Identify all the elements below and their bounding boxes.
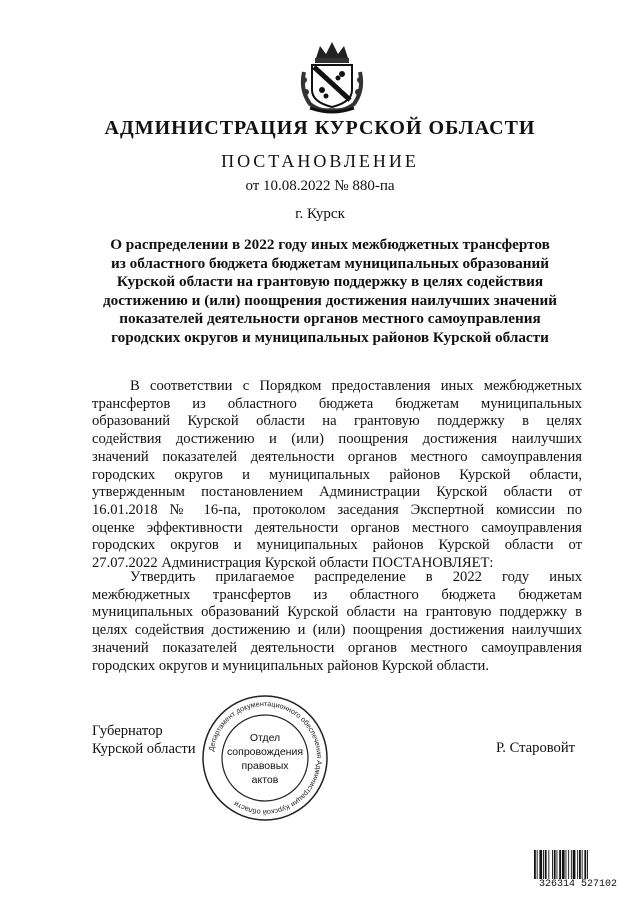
subject-line: показателей деятельности органов местного самоуправления [119,310,541,328]
subject-line: городских округов и муниципальных районов Курской области [111,328,549,346]
signatory-title-line: Губернатор [92,723,163,739]
stamp-line: правовых [241,760,289,772]
stamp-line: сопровождения [226,746,304,758]
subject-line: из областного бюджета бюджетам муниципальных образований [110,254,550,272]
subject-line: достижению и (или) поощрения достижения наилучших значений [102,291,558,309]
city: г. Курск [295,206,345,222]
document-subject [90,236,570,348]
coat-of-arms-emblem [296,38,368,114]
stamp-line: актов [251,774,279,786]
subject-line: О распределении в 2022 году иных межбюджетных трансфертов [110,236,550,253]
stamp-line: Отдел [249,732,281,744]
paragraph-line: значений показателей деятельности органов местного самоуправления [92,448,582,465]
signatory-name: Р. Старовойт [496,740,576,756]
paragraph-line: городских округов и муниципальных районов Курской области. [92,657,490,674]
paragraph-line: утвержденным постановлением Администрации Курской области от [92,484,582,501]
document-number: от 10.08.2022 № 880-па [245,178,395,194]
stamp-center-text [200,731,330,787]
paragraph-resolution [92,569,582,675]
paragraph-line: городских округов и муниципальных районов Курской области от [92,537,582,554]
paragraph-line: содействия достижению и (или) поощрения достижения наилучших [92,431,582,448]
document-type: ПОСТАНОВЛЕНИЕ [221,151,419,171]
paragraph-line: муниципальных образований Курской области на грантовую поддержку в [92,604,582,621]
paragraph-line: трансфертов из областного бюджета бюджетам муниципальных [92,395,582,412]
subject-line: Курской области на грантовую поддержку в целях содействия [116,273,544,291]
paragraph-line: 16.01.2018 № 16-па, протоколом заседания Экспертной комиссии по [92,501,582,518]
stamp-ring-text: Департамент документационного обеспечения Администрации Курской области [206,698,325,818]
paragraph-line: 27.07.2022 Администрация Курской области ПОСТАНОВЛЯЕТ: [92,555,494,572]
signatory-title-line: Курской области [92,741,196,757]
paragraph-line: Утвердить прилагаемое распределение в 2022 году иных [130,569,582,585]
paragraph-line: городских округов и муниципальных районов Курской области, [92,466,582,483]
organization-title: АДМИНИСТРАЦИЯ КУРСКОЙ ОБЛАСТИ [104,117,536,139]
paragraph-line: значений показателей деятельности органов местного самоуправления [92,639,582,656]
barcode-number: 326314 527102 [532,879,624,890]
paragraph-preamble [92,378,582,573]
signatory-title [92,722,196,758]
paragraph-line: целях содействия достижению и (или) поощрения достижения наилучших [92,622,582,639]
paragraph-line: образований Курской области на грантовую поддержку в целях [92,413,582,430]
paragraph-line: оценке эффективности деятельности органов местного самоуправления [92,519,582,536]
paragraph-line: В соответствии с Порядком предоставления иных межбюджетных [130,378,582,394]
paragraph-line: межбюджетных трансфертов из областного бюджета бюджетам [92,586,582,603]
